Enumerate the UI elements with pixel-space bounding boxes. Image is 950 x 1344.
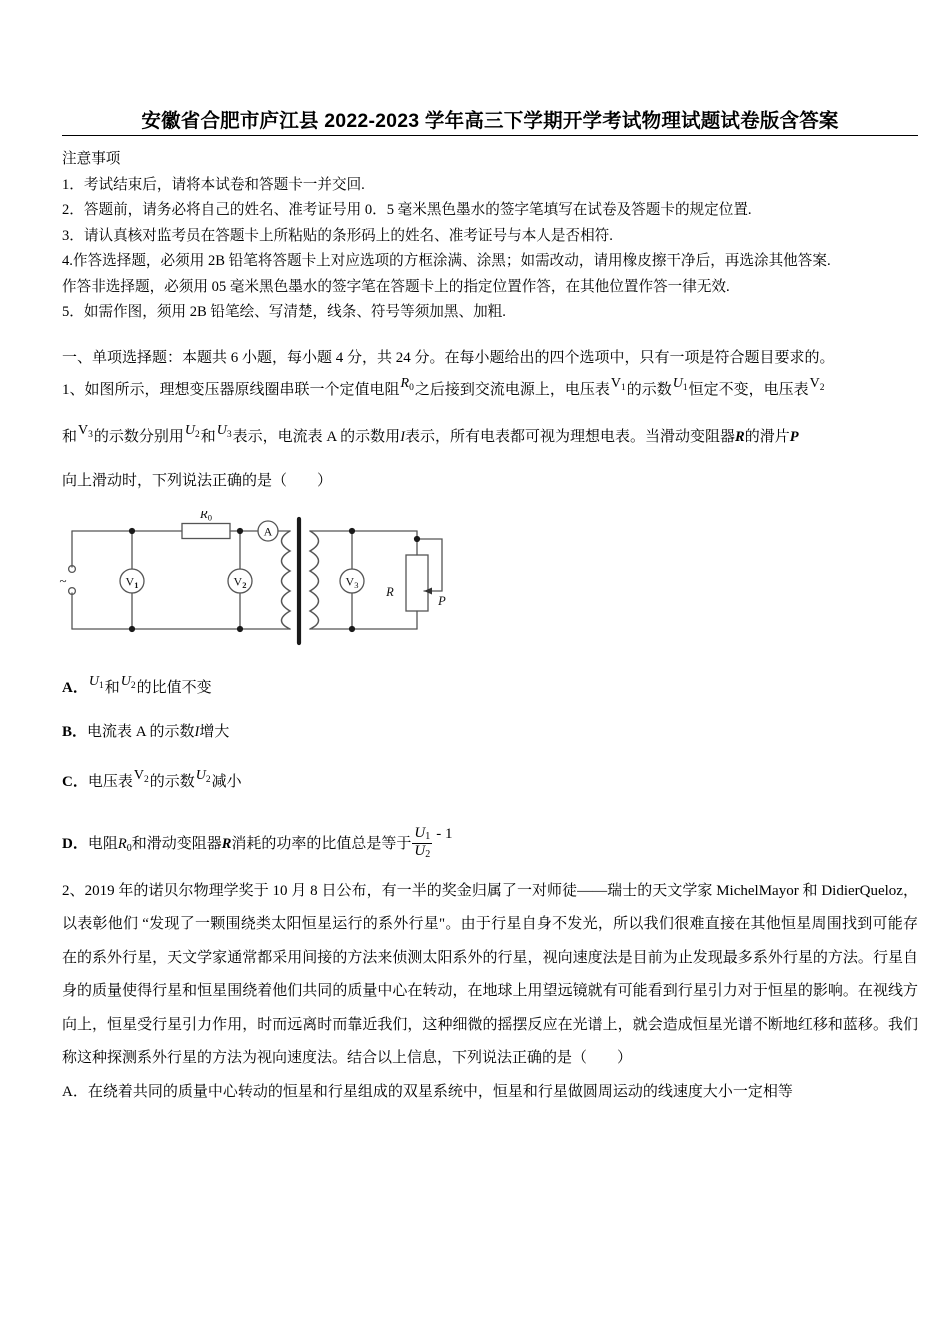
label-R0: $R_0$ <box>200 510 212 523</box>
q1-l2-b: 的示数分别用 <box>93 428 184 445</box>
opt-d-R: R <box>221 835 232 852</box>
notice-heading: 注意事项 <box>62 151 121 168</box>
label-ac-source: ~ <box>59 572 67 588</box>
q1-text-c: 的示数 <box>626 381 672 398</box>
opt-c-V2: $V_2$ <box>133 767 149 785</box>
opt-d-R0: $R_0$ <box>117 835 132 854</box>
fraction-denominator: U2 <box>414 842 431 860</box>
symbol-U3: $U_3$ <box>216 422 232 440</box>
notice-item-2: 2．答题前，请务必将自己的姓名、准考证号用 0．5 毫米黑色墨水的签字笔填写在试卷及答题卡的规定位置. <box>62 202 752 219</box>
label-V1: $V_1$ <box>125 574 139 590</box>
opt-a-tail: 的比值不变 <box>136 679 212 696</box>
opt-a-U1: $U_1$ <box>88 673 104 691</box>
opt-a-U2: $U_2$ <box>120 673 136 691</box>
opt-c-label: C． <box>62 773 88 790</box>
ac-source-terminals <box>69 565 76 594</box>
opt-b-text1: 电流表 A 的示数 <box>87 723 195 740</box>
symbol-V1: $V_1$ <box>610 375 626 393</box>
q1-text-b: 之后接到交流电源上，电压表 <box>414 381 610 398</box>
symbol-V2: $V_2$ <box>809 375 825 393</box>
symbol-P: P <box>789 428 799 445</box>
q1-l2-f: 的滑片 <box>744 428 790 445</box>
notice-item-4: 4.作答选择题，必须用 2B 铅笔将答题卡上对应选项的方框涂满、涂黑；如需改动，请用橡皮擦干净后，再选涂其他答案. <box>62 253 831 270</box>
transformer-circuit-figure <box>52 511 452 651</box>
opt-b-text2: 增大 <box>199 723 230 740</box>
opt-a-label: A． <box>62 679 88 696</box>
fraction-numerator: U1 <box>414 825 431 843</box>
circuit-svg <box>52 511 452 651</box>
question1-option-a <box>62 669 918 701</box>
symbol-V3: $V_3$ <box>78 422 93 440</box>
junction-dots <box>129 528 420 632</box>
opt-a-mid: 和 <box>104 679 120 696</box>
notice-item-4-cont: 作答非选择题，必须用 05 毫米黑色墨水的签字笔在答题卡上的指定位置作答，在其他位置作答一律无效. <box>62 278 730 295</box>
opt-d-label: D． <box>62 835 88 852</box>
title-divider <box>62 135 918 136</box>
opt-c-text2: 的示数 <box>149 773 195 790</box>
question1-line1 <box>62 371 918 403</box>
symbol-R0: $R_0$ <box>400 375 414 393</box>
opt-c-U2: $U_2$ <box>195 767 211 785</box>
section-heading: 一、单项选择题：本题共 6 小题，每小题 4 分，共 24 分。在每小题给出的四个选项中，只有一项是符合题目要求的。 <box>62 349 835 366</box>
notice-item-5: 5．如需作图，须用 2B 铅笔绘、写清楚，线条、符号等须加黑、加粗. <box>62 304 506 321</box>
opt-d-fraction <box>412 826 432 860</box>
page-title: 安徽省合肥市庐江县 2022-2023 学年高三下学期开学考试物理试题试卷版含答案 <box>141 110 839 132</box>
question1-line3: 向上滑动时，下列说法正确的是（ ） <box>62 472 333 489</box>
question2-paragraph: 2、2019 年的诺贝尔物理学奖于 10 月 8 日公布，有一半的奖金归属了一对师徒——瑞士的天文学家 MichelMayor 和 DidierQueloz，以表彰他们 “发现了一颗围绕类太阳恒星运行的系外行星"。由于行星自身不发光，所以我们很难直接在其他恒星周围找到可能存在的系外行星，天文学家通常都采用间接的方法来侦测太阳系外的行星，视向速度法是目前为止发现最多系外行星的方法。行星自身的质量使得行星和恒星围绕着他们共同的质量中心在转动，在地球上用望远镜就有可能看到行星引力对于恒星的影响。在视线方向上，恒星受行星引力作用，时而远离时而靠近我们，这种细微的摇摆反应在光谱上，就会造成恒星光谱不断地红移和蓝移。我们称这种探测系外行星的方法为视向速度法。结合以上信息，下列说法正确的是（ ） <box>62 882 918 1067</box>
question2-option-a: A．在绕着共同的质量中心转动的恒星和行星组成的双星系统中，恒星和行星做圆周运动的线速度大小一定相等 <box>62 1083 793 1100</box>
notice-item-3: 3．请认真核对监考员在答题卡上所粘贴的条形码上的姓名、准考证号与本人是否相符. <box>62 227 613 244</box>
label-rheostat-R: R <box>386 584 394 599</box>
q1-l2-d: 表示，电流表 A 的示数用 <box>232 428 401 445</box>
q1-text-a: 1、如图所示，理想变压器原线圈串联一个定值电阻 <box>62 381 400 398</box>
symbol-R: R <box>735 428 745 445</box>
opt-b-label: B． <box>62 723 88 740</box>
label-ammeter: A <box>263 524 273 539</box>
opt-d-minus-one: - 1 <box>436 825 453 842</box>
symbol-I: I <box>400 428 406 445</box>
opt-d-text2: 和滑动变阻器 <box>131 835 222 852</box>
q1-l2-e: 表示，所有电表都可视为理想电表。当滑动变阻器 <box>405 428 736 445</box>
label-V3: $V_3$ <box>345 574 359 590</box>
notice-block <box>62 147 918 326</box>
question1-option-d <box>62 821 918 862</box>
question1-option-b <box>62 719 918 745</box>
opt-d-text1: 电阻 <box>87 835 118 852</box>
label-wiper-P: P <box>438 593 446 608</box>
question1-line2 <box>62 409 918 459</box>
page-content <box>59 0 918 1109</box>
symbol-U1: $U_1$ <box>672 375 688 393</box>
opt-b-symbol-I: I <box>194 723 200 740</box>
opt-d-text3: 消耗的功率的比值总是等于 <box>231 835 412 852</box>
opt-c-text3: 减小 <box>211 773 242 790</box>
symbol-U2: $U_2$ <box>184 422 200 440</box>
q1-l2-c: 和 <box>200 428 216 445</box>
q1-text-d: 恒定不变，电压表 <box>688 381 809 398</box>
notice-item-1: 1．考试结束后，请将本试卷和答题卡一并交回. <box>62 176 365 193</box>
label-V2: $V_2$ <box>233 574 247 590</box>
opt-c-text1: 电压表 <box>87 773 133 790</box>
q1-l2-a: 和 <box>62 428 78 445</box>
question1-option-c <box>62 763 918 795</box>
